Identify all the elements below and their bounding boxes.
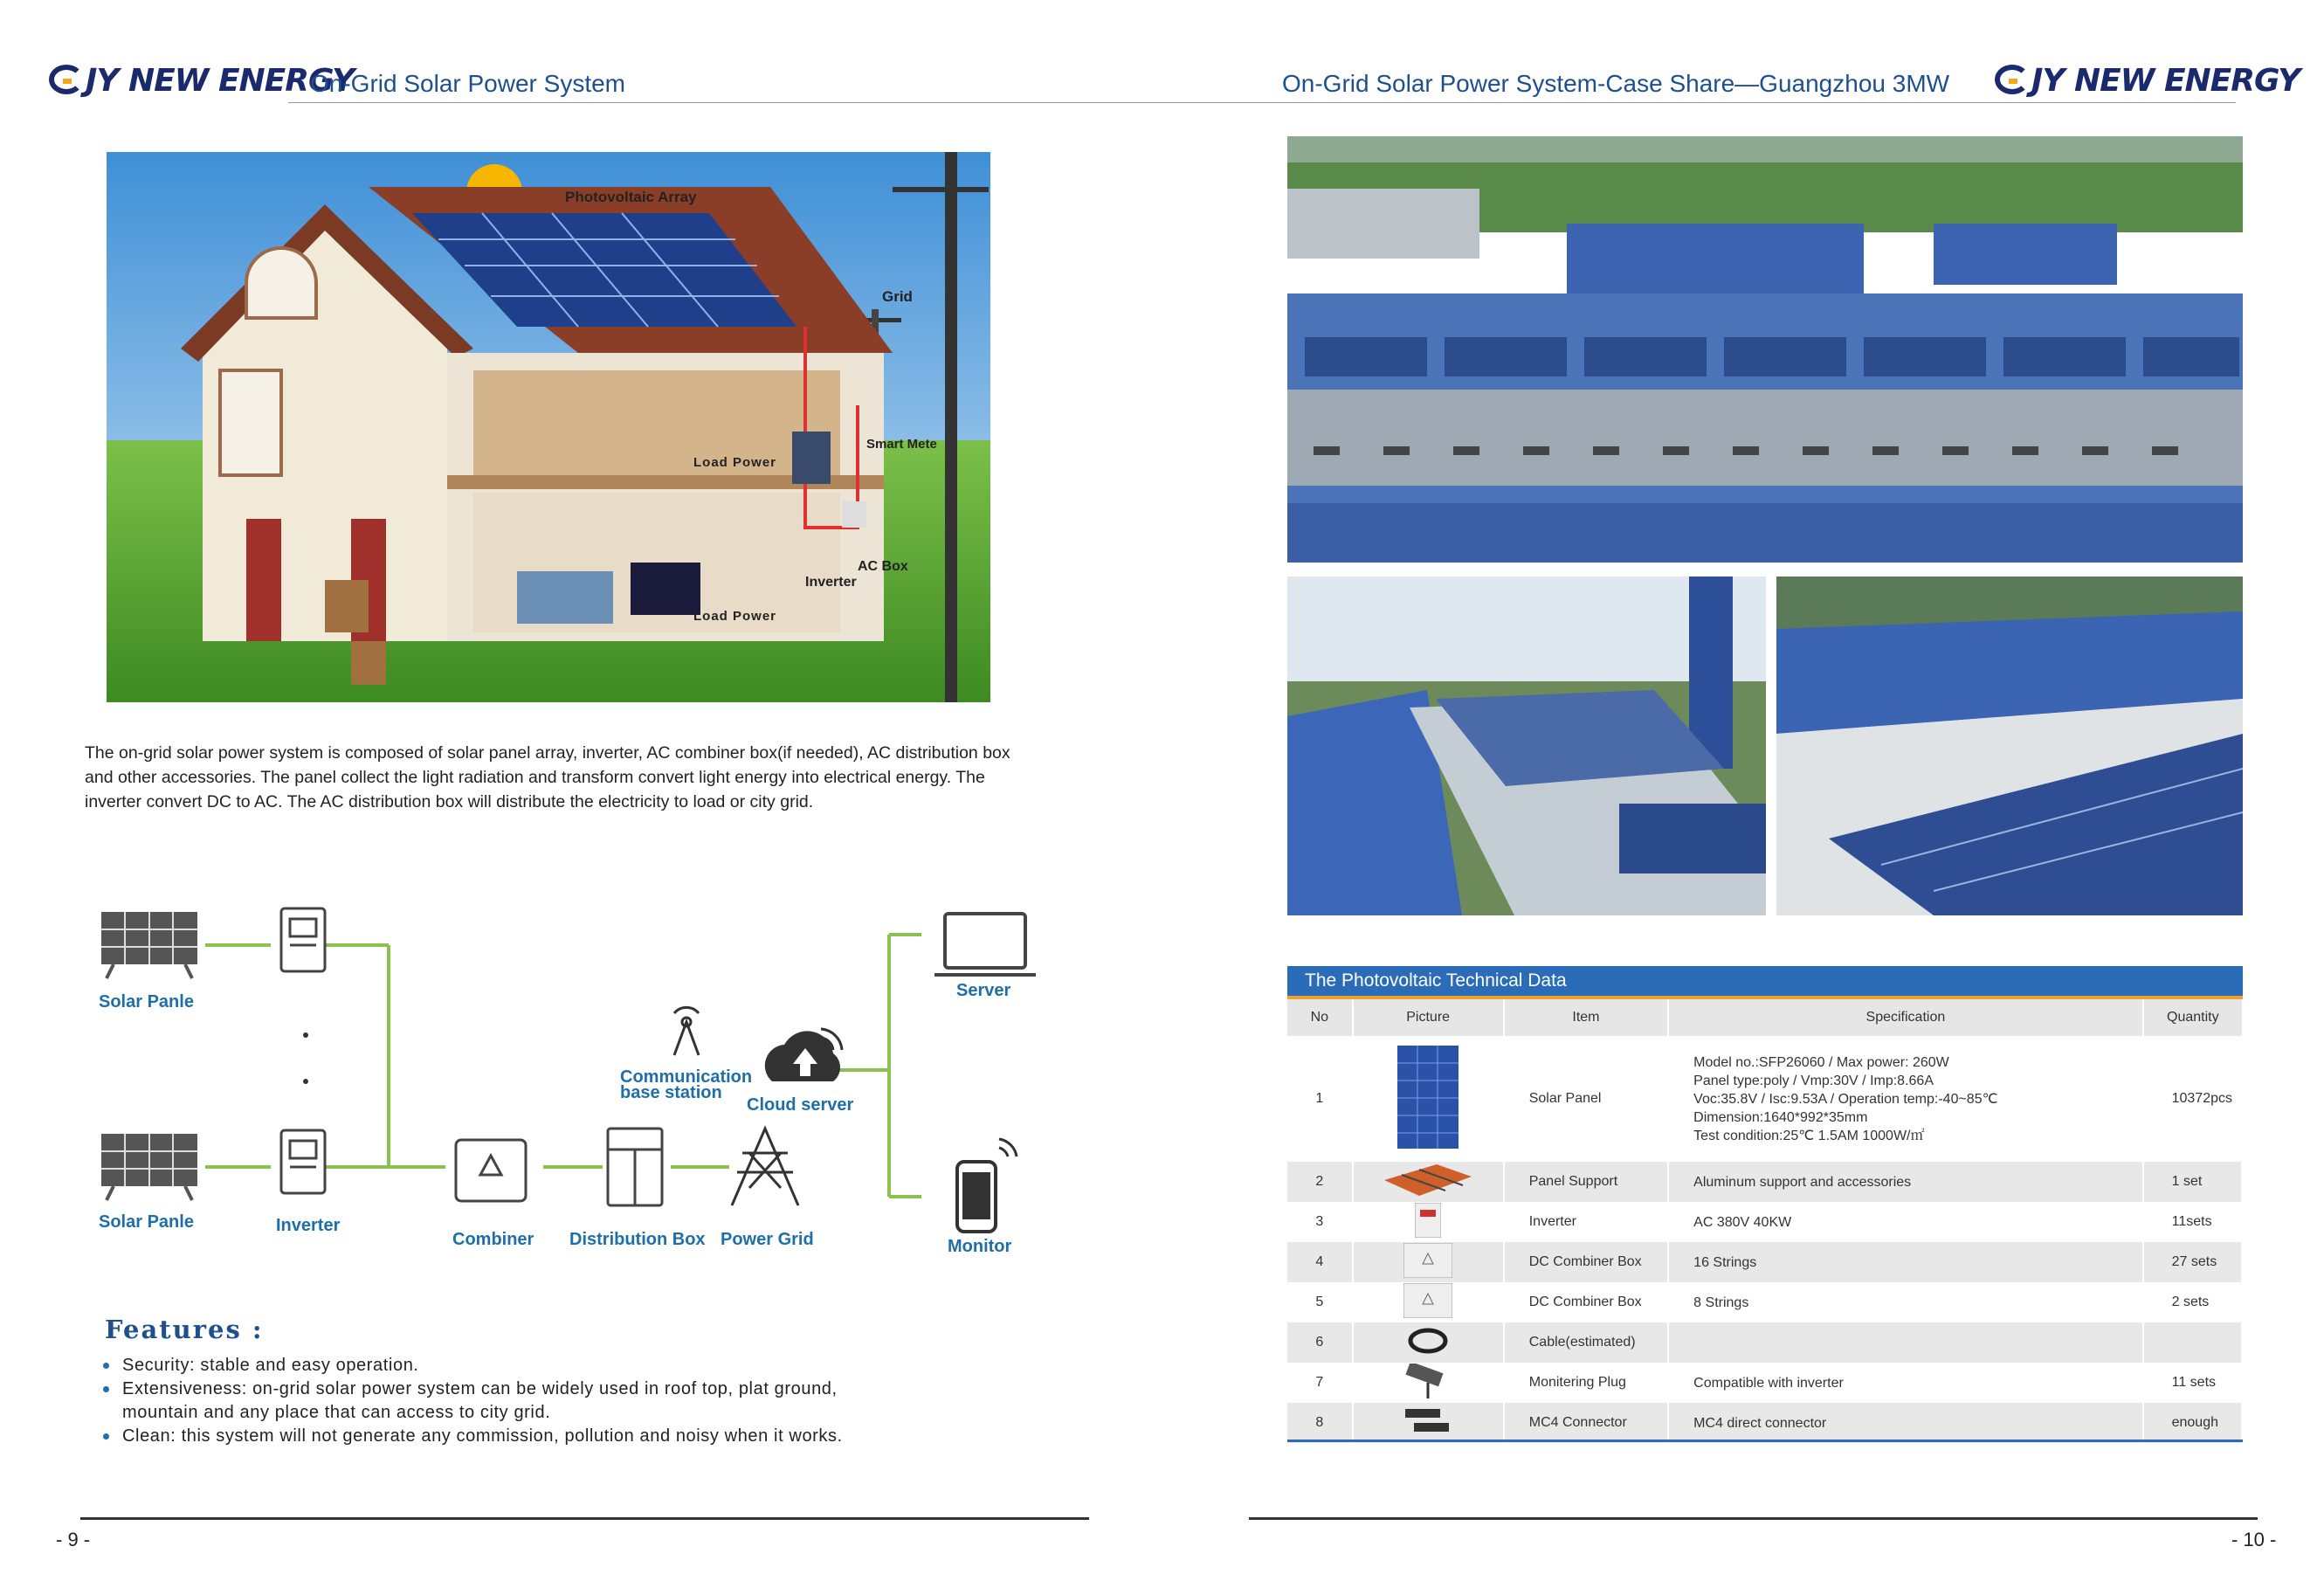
logo-g-icon [49,65,84,94]
spec-line: Compatible with inverter [1693,1375,1844,1391]
col-quantity: Quantity [2167,1010,2219,1025]
cell-item: Monitering Plug [1504,1363,1668,1403]
feature-item: Extensiveness: on-grid solar power system can be widely used in roof top, plat ground, mountain and any place that can access to city grid. [101,1377,905,1425]
footer-rule-left [80,1517,1089,1520]
cell-quantity: 10372pcs [2143,1036,2242,1162]
box-icon [1403,1307,1452,1322]
house-svg [107,152,990,702]
inverter-icon-1 [281,908,325,971]
cell-picture [1353,1242,1504,1282]
spec-line: MC4 direct connector [1693,1415,1827,1431]
diagram-label-monitor: Monitor [948,1237,1012,1256]
spec-line: Dimension:1640*992*35mm [1693,1109,1868,1125]
label-grid: Grid [882,288,913,305]
diagram-label-power-grid: Power Grid [721,1230,814,1249]
table-body [1287,1036,2242,1443]
table-row [1287,1282,2242,1322]
cell-spec [1668,1202,2142,1242]
cell-no: 6 [1287,1322,1353,1363]
monitor-phone-icon [957,1139,1017,1232]
cell-picture [1353,1322,1504,1363]
house-illustration [107,152,990,702]
page-number-left: - 9 - [56,1529,91,1550]
label-ac-box: AC Box [858,559,908,574]
cell-quantity: 11sets [2143,1202,2242,1242]
cell-item: MC4 Connector [1504,1403,1668,1443]
case-photo-factory-right [1776,577,2243,915]
cell-spec [1668,1036,2142,1162]
cell-item: DC Combiner Box [1504,1242,1668,1282]
server-laptop-icon [934,914,1036,975]
tech-table-header-bar [1287,966,2243,999]
features-list [101,1354,905,1448]
diagram-label-inverter: Inverter [276,1216,341,1235]
cell-no: 2 [1287,1162,1353,1202]
system-description: The on-grid solar power system is composed of solar panel array, inverter, AC combiner box(if needed), AC distribution box and other accessories. The panel collect the light radiation and transform convert light energy into electrical energy. The inverter convert DC to AC. The AC distribution box will distribute the electricity to load or city grid. [85,743,1010,811]
diagram-label-distribution-box: Distribution Box [569,1230,706,1249]
cell-quantity [2143,1322,2242,1363]
table-row [1287,1162,2242,1202]
logo-text: JY NEW ENERGY [2031,63,2300,99]
spec-line: 8 Strings [1693,1295,1749,1310]
label-load-power-1: Load Power [693,455,777,470]
header-rule [288,102,2236,103]
spec-line: Voc:35.8V / Isc:9.53A / Operation temp:-40~85℃ [1693,1091,1998,1107]
solar-panel-icon-2 [101,1134,197,1200]
cell-item: Inverter [1504,1202,1668,1242]
cell-spec [1668,1363,2142,1403]
cell-item: Cable(estimated) [1504,1322,1668,1363]
cell-quantity: 11 sets [2143,1363,2242,1403]
cell-quantity: 27 sets [2143,1242,2242,1282]
diagram-label-cloud-server: Cloud server [747,1095,854,1115]
cell-spec [1668,1282,2142,1322]
footer-rule-right [1249,1517,2258,1520]
table-row [1287,1036,2242,1162]
utility-pole [945,152,957,702]
cell-no: 8 [1287,1403,1353,1443]
table-row [1287,1322,2242,1363]
logo-text: JY NEW ENERGY [86,63,355,99]
col-no: No [1287,999,1353,1036]
features-title: Features : [105,1315,264,1344]
spec-line: 16 Strings [1693,1254,1757,1270]
cell-quantity: 2 sets [2143,1282,2242,1322]
feature-item: Security: stable and easy operation. [101,1354,905,1377]
communication-station-icon [674,1007,699,1055]
case-photo-factory-left [1287,577,1766,915]
ac-box [842,501,866,528]
cell-spec [1668,1322,2142,1363]
spec-line: Aluminum support and accessories [1693,1174,1912,1190]
diagram-label-combiner: Combiner [452,1230,534,1249]
left-header-title: On-Grid Solar Power System [310,70,625,97]
brand-logo-right [1995,63,2300,99]
diagram-label-comm-station: Communication base station [620,1067,753,1102]
inverter-icon-2 [281,1130,325,1193]
system-diagram [87,891,1048,1275]
spec-line: AC 380V 40KW [1693,1214,1792,1230]
page-number-right: - 10 - [2231,1529,2277,1550]
cell-picture [1353,1363,1504,1403]
inverter-box [792,432,831,484]
plug-icon [1402,1387,1454,1402]
cell-quantity: 1 set [2143,1162,2242,1202]
cell-no: 7 [1287,1363,1353,1403]
tech-data-table [1287,999,2243,1443]
inverter-icon [1415,1226,1441,1241]
table-row [1287,1202,2242,1242]
table-row [1287,1363,2242,1403]
cell-picture [1353,1162,1504,1202]
label-smart-meter: Smart Mete [866,437,937,452]
label-pv-array: Photovoltaic Array [565,189,697,205]
cell-item: DC Combiner Box [1504,1282,1668,1322]
brand-logo-left [49,63,354,99]
diagram-label-solar-panel-2: Solar Panle [99,1212,194,1232]
case-photo-aerial [1287,136,2243,563]
feature-item: Clean: this system will not generate any commission, pollution and noisy when it works. [101,1425,905,1448]
cell-item: Panel Support [1504,1162,1668,1202]
solar-panel-icon [1397,1137,1459,1152]
right-header-title: On-Grid Solar Power System-Case Share—Guangzhou 3MW [1282,70,1950,97]
cell-no: 5 [1287,1282,1353,1322]
table-header-row [1287,999,2242,1036]
cell-item: Solar Panel [1504,1036,1668,1162]
solar-panel-icon-1 [101,912,197,978]
spec-line: Test condition:25℃ 1.5AM 1000W/㎡ [1693,1128,1925,1143]
col-item: Item [1504,999,1668,1036]
tech-table-title: The Photovoltaic Technical Data [1305,970,1567,991]
cell-spec [1668,1242,2142,1282]
distribution-box-icon [608,1129,662,1205]
power-grid-icon [732,1129,798,1205]
cloud-server-icon [765,1029,842,1081]
spec-line: Panel type:poly / Vmp:30V / Imp:8.66A [1693,1073,1934,1088]
table-row [1287,1403,2242,1443]
label-inverter: Inverter [805,575,857,590]
box-icon [1403,1267,1452,1281]
cell-picture [1353,1403,1504,1443]
table-bottom-rule [1287,1440,2243,1442]
label-load-power-2: Load Power [693,609,777,624]
cell-no: 4 [1287,1242,1353,1282]
diagram-label-server: Server [956,981,1011,1000]
cell-quantity: enough [2143,1403,2242,1443]
logo-g-icon [1995,65,2030,94]
cell-spec [1668,1162,2142,1202]
col-spec: Specification [1668,999,2142,1036]
support-icon [1384,1184,1472,1199]
cell-spec [1668,1403,2142,1443]
cell-picture [1353,1282,1504,1322]
spec-line: Model no.:SFP26060 / Max power: 260W [1693,1054,1949,1070]
cell-no: 1 [1287,1036,1353,1162]
cell-no: 3 [1287,1202,1353,1242]
combiner-icon [456,1140,526,1201]
cable-icon [1408,1343,1448,1358]
cell-picture [1353,1202,1504,1242]
cell-picture [1353,1036,1504,1162]
table-row [1287,1242,2242,1282]
diagram-label-solar-panel-1: Solar Panle [99,992,194,1011]
col-picture: Picture [1353,999,1504,1036]
